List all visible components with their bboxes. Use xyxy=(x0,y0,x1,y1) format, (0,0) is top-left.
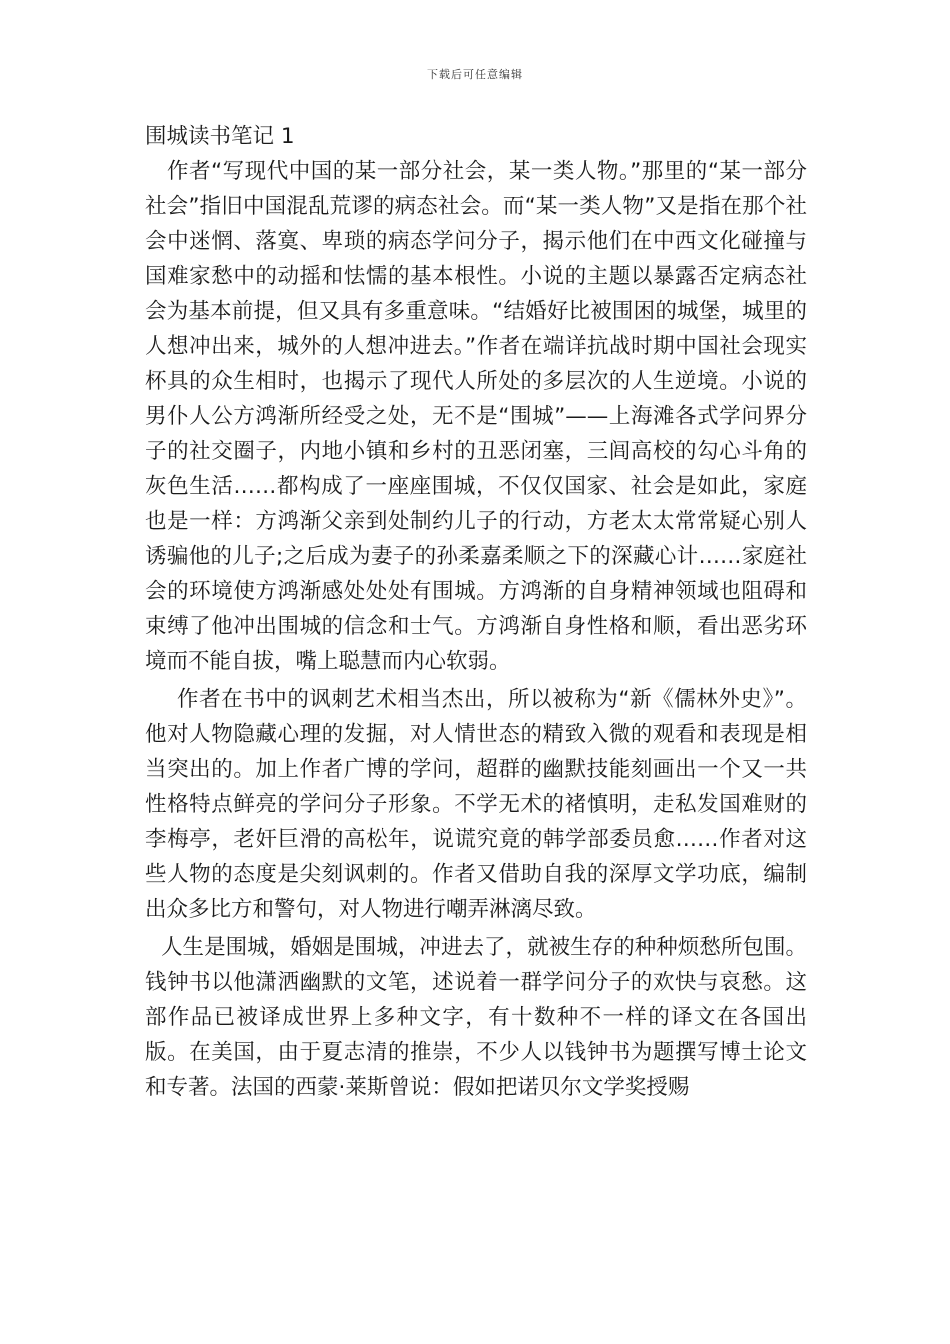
document-body xyxy=(145,119,807,1105)
paragraph-3: 人生是围城，婚姻是围城，冲进去了，就被生存的种种烦愁所包围。钱钟书以他潇洒幽默的文笔，述说着一群学问分子的欢快与哀愁。这部作品已被译成世界上多种文字，有十数种不一样的译文在各国出版。在美国，由于夏志清的推崇，不少人以钱钟书为题撰写博士论文和专著。法国的西蒙·莱斯曾说：假如把诺贝尔文学奖授赐 xyxy=(145,935,807,1100)
page-header: 下载后可任意编辑 xyxy=(427,68,523,81)
document-title: 围城读书笔记 1 xyxy=(145,124,295,149)
paragraph-1: 作者“写现代中国的某一部分社会，某一类人物。”那里的“某一部分社会”指旧中国混乱荒谬的病态社会。而“某一类人物”又是指在那个社会中迷惘、落寞、卑琐的病态学问分子，揭示他们在中西文化碰撞与国难家愁中的动摇和怯懦的基本根性。小说的主题以暴露否定病态社会为基本前提，但又具有多重意味。“结婚好比被围困的城堡，城里的人想冲出来，城外的人想冲进去。”作者在端详抗战时期中国社会现实杯具的众生相时，也揭示了现代人所处的多层次的人生逆境。小说的男仆人公方鸿渐所经受之处，无不是“围城”——上海滩各式学问界分子的社交圈子，内地小镇和乡村的丑恶闭塞，三闾高校的勾心斗角的灰色生活……都构成了一座座围城，不仅仅国家、社会是如此，家庭也是一样：方鸿渐父亲到处制约儿子的行动，方老太太常常疑心别人诱骗他的儿子;之后成为妻子的孙柔嘉柔顺之下的深藏心计……家庭社会的环境使方鸿渐感处处处有围城。方鸿渐的自身精神领域也阻碍和束缚了他冲出围城的信念和士气。方鸿渐自身性格和顺，看出恶劣环境而不能自拔，嘴上聪慧而内心软弱。 xyxy=(145,159,807,674)
paragraph-2: 作者在书中的讽刺艺术相当杰出，所以被称为“新《儒林外史》”。他对人物隐藏心理的发掘，对人情世态的精致入微的观看和表现是相当突出的。加上作者广博的学问，超群的幽默技能刻画出一个又一共性格特点鲜亮的学问分子形象。不学无术的褚慎明，走私发国难财的李梅亭，老奸巨滑的高松年，说谎究竟的韩学部委员愈……作者对这些人物的态度是尖刻讽刺的。作者又借助自我的深厚文学功底，编制出众多比方和警句，对人物进行嘲弄淋漓尽致。 xyxy=(145,687,807,922)
